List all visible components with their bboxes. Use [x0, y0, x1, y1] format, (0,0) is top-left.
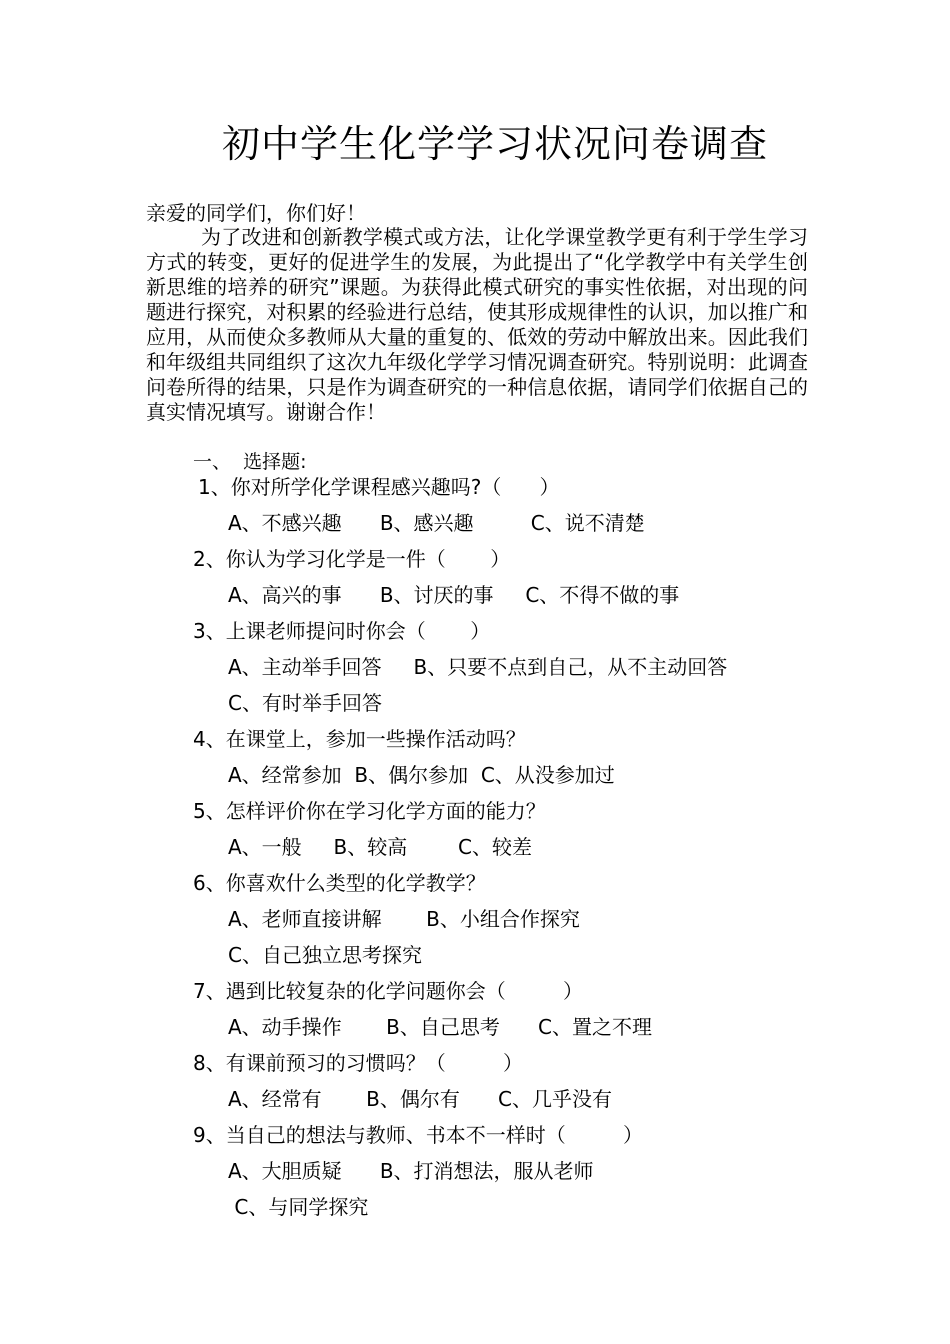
question-options: A、大胆质疑 B、打消想法，服从老师: [228, 1159, 594, 1183]
question-stem: 3、上课老师提问时你会（ ）: [193, 619, 491, 643]
greeting: 亲爱的同学们，你们好！: [146, 201, 366, 225]
question-stem: 7、遇到比较复杂的化学问题你会（ ）: [193, 979, 583, 1003]
question-stem: 9、当自己的想法与教师、书本不一样时（ ）: [193, 1123, 643, 1147]
question-options: A、一般 B、较高 C、较差: [228, 835, 533, 859]
document-title: 初中学生化学学习状况问卷调查: [221, 122, 768, 166]
question-options: A、老师直接讲解 B、小组合作探究: [228, 907, 580, 931]
question-options: A、不感兴趣 B、感兴趣 C、说不清楚: [228, 511, 645, 535]
question-stem: 8、有课前预习的习惯吗？（ ）: [193, 1051, 523, 1075]
question-options: A、经常参加 B、偶尔参加 C、从没参加过: [228, 763, 615, 787]
intro-paragraph: 为了改进和创新教学模式或方法，让化学课堂教学更有利于学生学习方式的转变，更好的促进学生的发展，为此提出了“化学教学中有关学生创新思维的培养的研究”课题。为获得此模式研究的事实性依据，对出现的问题进行探究，对积累的经验进行总结，使其形成规律性的认识，加以推广和应用，从而使众多教师从大量的重复的、低效的劳动中解放出来。因此我们和年级组共同组织了这次九年级化学学习情况调查研究。特别说明：此调查问卷所得的结果，只是作为调查研究的一种信息依据，请同学们依据自己的真实情况填写。谢谢合作！: [146, 225, 808, 424]
question-stem: 6、你喜欢什么类型的化学教学？: [193, 871, 486, 895]
question-options: A、动手操作 B、自己思考 C、置之不理: [228, 1015, 653, 1039]
question-stem: 4、在课堂上，参加一些操作活动吗？: [193, 727, 526, 751]
question-stem: 1、你对所学化学课程感兴趣吗?（ ）: [198, 475, 560, 499]
question-options: C、有时举手回答: [228, 691, 382, 715]
section-heading: 一、 选择题:: [193, 451, 307, 473]
question-options: A、主动举手回答 B、只要不点到自己，从不主动回答: [228, 655, 728, 679]
question-options: A、经常有 B、偶尔有 C、几乎没有: [228, 1087, 613, 1111]
question-options: C、与同学探究: [228, 1195, 369, 1219]
question-options: C、自己独立思考探究: [228, 943, 422, 967]
question-options: A、高兴的事 B、讨厌的事 C、不得不做的事: [228, 583, 680, 607]
question-stem: 2、你认为学习化学是一件（ ）: [193, 547, 511, 571]
question-stem: 5、怎样评价你在学习化学方面的能力？: [193, 799, 546, 823]
